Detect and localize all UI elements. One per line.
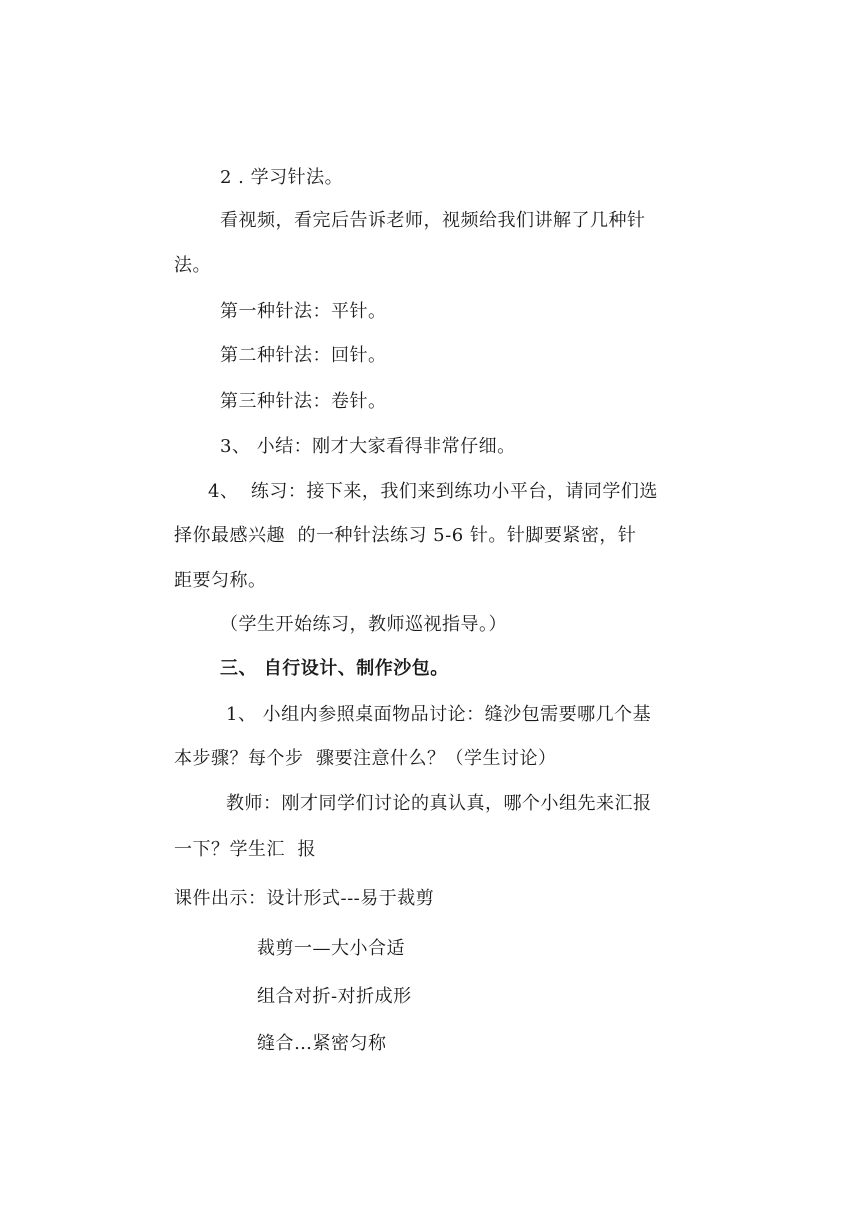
text-line-19: 组合对折-对折成形 xyxy=(257,986,412,1007)
text-line-10: 距要匀称。 xyxy=(174,570,267,591)
text-line-3: 法。 xyxy=(174,255,211,276)
text-line-13: 1、 小组内参照桌面物品讨论：缝沙包需要哪几个基 xyxy=(226,704,652,725)
text-line-15: 教师：刚才同学们讨论的真认真，哪个小组先来汇报 xyxy=(226,793,652,814)
text-line-14: 本步骤？每个步 骤要注意什么？（学生讨论） xyxy=(174,748,557,769)
text-line-5: 第二种针法：回针。 xyxy=(220,345,387,366)
text-line-1: 2 . 学习针法。 xyxy=(220,167,344,188)
text-line-16: 一下？学生汇 报 xyxy=(174,839,316,860)
text-line-2: 看视频，看完后告诉老师，视频给我们讲解了几种针 xyxy=(220,210,646,231)
text-line-6: 第三种针法：卷针。 xyxy=(220,391,387,412)
text-line-9: 择你最感兴趣 的一种针法练习 5-6 针。针脚要紧密，针 xyxy=(174,525,637,546)
text-line-20: 缝合…紧密匀称 xyxy=(257,1033,387,1054)
text-line-18: 裁剪一—大小合适 xyxy=(257,938,405,959)
text-line-7: 3、 小结：刚才大家看得非常仔细。 xyxy=(220,436,516,457)
text-line-17: 课件出示：设计形式---易于裁剪 xyxy=(174,888,435,909)
section-heading: 三、 自行设计、制作沙包。 xyxy=(220,658,449,679)
text-line-4: 第一种针法：平针。 xyxy=(220,301,387,322)
text-line-11: （学生开始练习，教师巡视指导。） xyxy=(220,614,507,635)
text-line-8: 4、 练习：接下来，我们来到练功小平台，请同学们选 xyxy=(208,481,658,502)
